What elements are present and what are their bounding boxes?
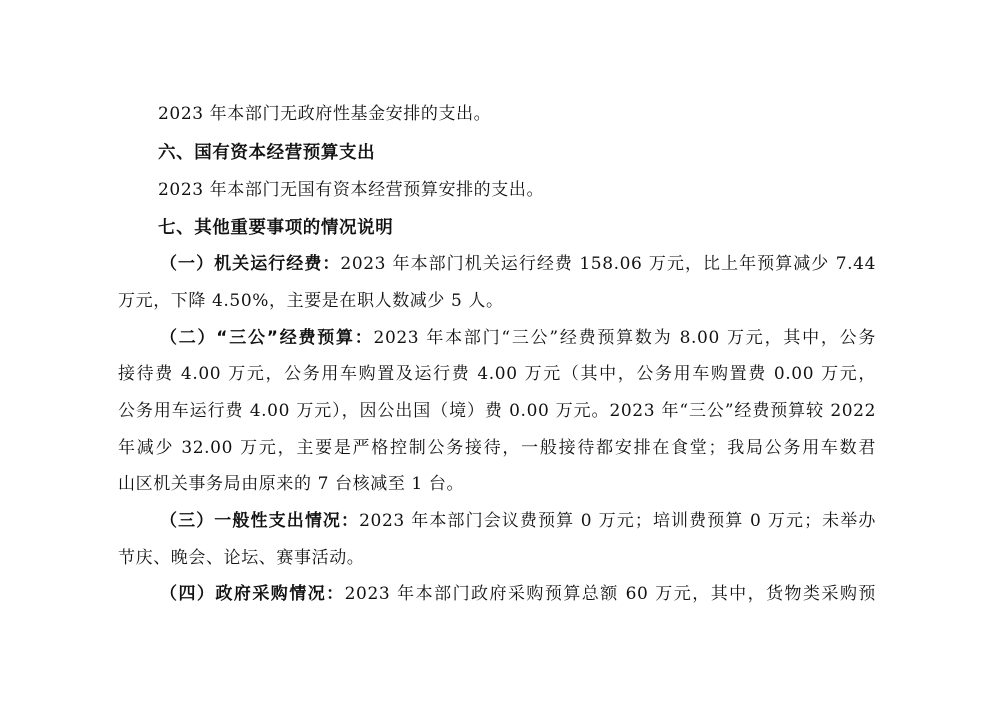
- paragraph-fund-budget: [158, 102, 838, 126]
- item-3-label: （三）一般性支出情况：: [160, 511, 360, 531]
- paragraph-text: 2023 年本部门无国有资本经营预算安排的支出。: [158, 180, 545, 200]
- item-3-first-line: [160, 509, 876, 533]
- item-1-first-line: [160, 252, 876, 276]
- item-2-first-line: [160, 326, 876, 350]
- paragraph-text: 公务用车运行费 4.00 万元），因公出国（境）费 0.00 万元。2023 年“三公”经费预算较 2022: [118, 401, 876, 421]
- item-2-line-4: [118, 436, 876, 460]
- item-2-line-5: [118, 472, 878, 496]
- item-2-line-3: [118, 399, 876, 423]
- item-2-text: 2023 年本部门“三公”经费预算数为 8.00 万元，其中，公务: [373, 328, 876, 348]
- paragraph-text: 年减少 32.00 万元，主要是严格控制公务接待，一般接待都安排在食堂；我局公务用车数君: [118, 438, 876, 458]
- item-4-label: （四）政府采购情况：: [160, 584, 345, 604]
- item-4-text: 2023 年本部门政府采购预算总额 60 万元，其中，货物类采购预: [344, 584, 877, 604]
- paragraph-text: 2023 年本部门无政府性基金安排的支出。: [158, 104, 492, 124]
- heading-text: 七、其他重要事项的情况说明: [158, 218, 394, 238]
- item-2-line-2: [118, 362, 876, 386]
- section-heading-seven: [158, 216, 838, 240]
- paragraph-text: 接待费 4.00 万元，公务用车购置及运行费 4.00 万元（其中，公务用车购置费 0.00 万元，: [118, 364, 876, 384]
- item-1-second-line: [118, 289, 878, 313]
- heading-text: 六、国有资本经营预算支出: [158, 143, 376, 163]
- section-heading-six: [158, 141, 838, 165]
- paragraph-text: 万元，下降 4.50%，主要是在职人数减少 5 人。: [118, 291, 504, 311]
- item-1-text: 2023 年本部门机关运行经费 158.06 万元，比上年预算减少 7.44: [340, 254, 877, 274]
- item-3-second-line: [118, 546, 878, 570]
- item-4-first-line: [160, 582, 876, 606]
- paragraph-text: 山区机关事务局由原来的 7 台核减至 1 台。: [118, 474, 465, 494]
- paragraph-state-capital: [158, 178, 838, 202]
- item-3-text: 2023 年本部门会议费预算 0 万元；培训费预算 0 万元；未举办: [359, 511, 876, 531]
- paragraph-text: 节庆、晚会、论坛、赛事活动。: [118, 548, 365, 568]
- item-2-label: （二）“三公”经费预算：: [160, 328, 374, 348]
- item-1-label: （一）机关运行经费：: [160, 254, 341, 274]
